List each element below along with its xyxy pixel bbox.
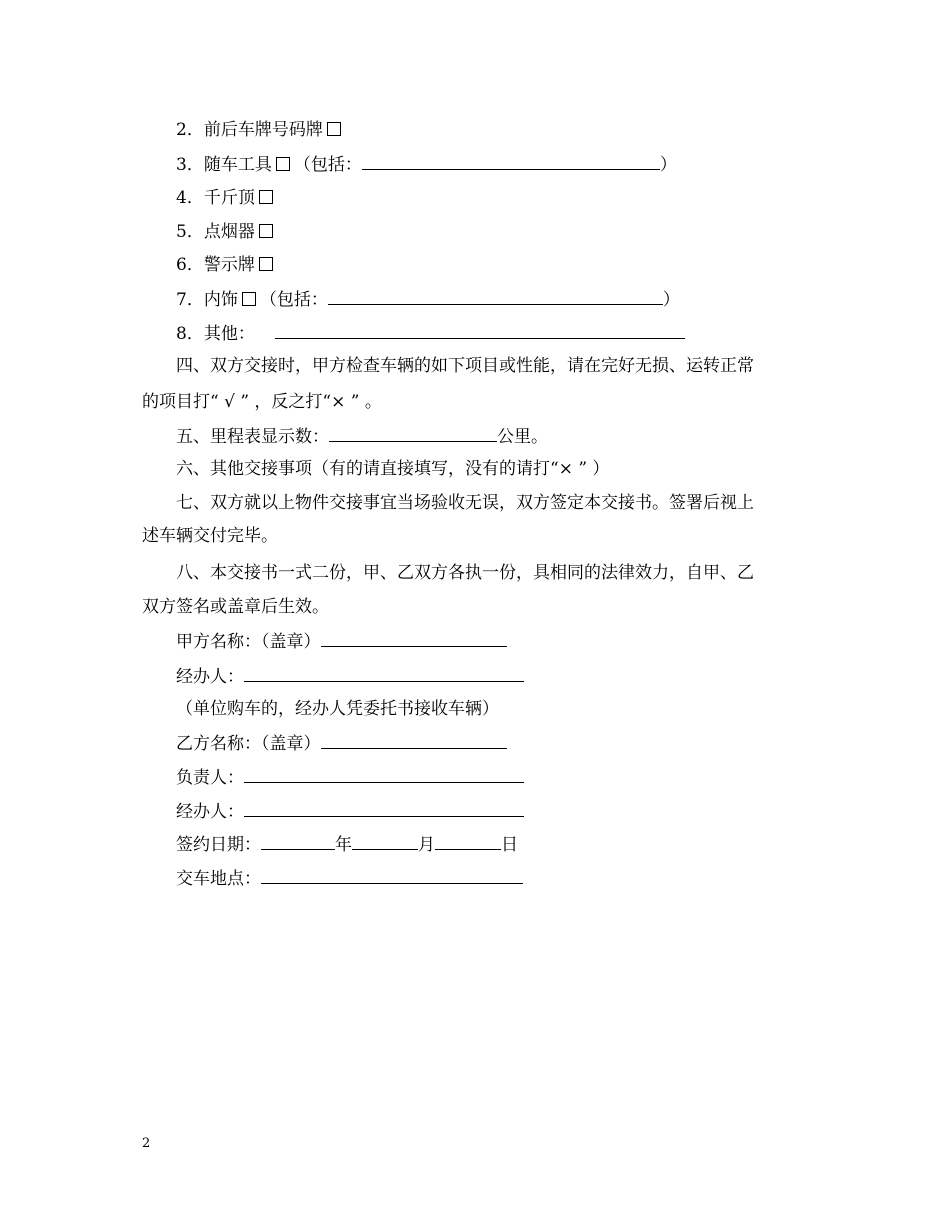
party-a-name — [0, 624, 950, 658]
party-b-blank[interactable] — [321, 726, 507, 749]
place-label: 交车地点： — [176, 869, 261, 889]
section-6 — [0, 452, 950, 486]
section-4-text: 四、双方交接时，甲方检查车辆的如下项目或性能，请在完好无损、运转正常 — [176, 356, 754, 376]
party-b-name — [0, 726, 950, 760]
company-purchase-note — [0, 692, 950, 726]
paren-close: ） — [662, 290, 680, 310]
item-warning-sign — [0, 248, 950, 282]
agent-a-blank[interactable] — [244, 659, 524, 682]
other-blank[interactable] — [275, 316, 685, 339]
section-5 — [0, 419, 950, 453]
party-a-label: 甲方名称：（盖章） — [176, 632, 321, 652]
item-interior — [0, 282, 950, 316]
date-label: 签约日期： — [176, 835, 261, 855]
section-8-line-1 — [0, 556, 950, 590]
checkbox[interactable] — [259, 190, 273, 204]
item-label: 5．点烟器 — [176, 222, 255, 242]
section-8-line-2 — [0, 590, 950, 624]
section-8-text: 双方签名或盖章后生效。 — [142, 597, 329, 617]
day-blank[interactable] — [435, 827, 501, 850]
checkbox[interactable] — [276, 157, 290, 171]
delivery-place — [0, 861, 950, 895]
signing-date — [0, 827, 950, 861]
odometer-blank[interactable] — [329, 419, 497, 442]
page-number: 2 — [142, 1136, 151, 1151]
item-label: 8．其他： — [176, 324, 255, 344]
party-b-person — [0, 760, 950, 794]
odometer-label: 五、里程表显示数： — [176, 427, 329, 447]
item-other — [0, 316, 950, 350]
month-blank[interactable] — [352, 827, 418, 850]
section-7-line-2 — [0, 519, 950, 553]
agent-b-label: 经办人： — [176, 802, 244, 822]
item-lighter — [0, 215, 950, 249]
section-7-line-1 — [0, 486, 950, 520]
item-label: 7．内饰 — [176, 290, 238, 310]
party-a-blank[interactable] — [321, 624, 507, 647]
item-label: 3．随车工具 — [176, 155, 272, 175]
party-b-label: 乙方名称：（盖章） — [176, 734, 321, 754]
section-7-text: 述车辆交付完毕。 — [142, 526, 278, 546]
interior-blank[interactable] — [328, 282, 663, 305]
section-4-line-2 — [0, 385, 950, 419]
odometer-unit: 公里。 — [497, 427, 548, 447]
section-6-text: 六、其他交接事项（有的请直接填写，没有的请打“× ” ） — [176, 459, 610, 479]
party-a-agent — [0, 659, 950, 693]
agent-b-blank[interactable] — [244, 794, 524, 817]
month-label: 月 — [418, 835, 435, 855]
place-blank[interactable] — [261, 861, 523, 884]
tools-blank[interactable] — [362, 147, 660, 170]
checkbox[interactable] — [259, 257, 273, 271]
section-8-text: 八、本交接书一式二份，甲、乙双方各执一份，具相同的法律效力，自甲、乙 — [176, 563, 754, 583]
section-4-text: 的项目打“ √ ” ，反之打“× ” 。 — [142, 392, 382, 412]
item-label: 2．前后车牌号码牌 — [176, 120, 323, 140]
person-b-blank[interactable] — [244, 760, 524, 783]
checkbox[interactable] — [327, 122, 341, 136]
checkbox[interactable] — [242, 292, 256, 306]
item-label: 4．千斤顶 — [176, 188, 255, 208]
party-b-agent — [0, 794, 950, 828]
year-label: 年 — [335, 835, 352, 855]
agent-a-label: 经办人： — [176, 667, 244, 687]
item-jack — [0, 181, 950, 215]
paren-open: （包括： — [293, 155, 362, 175]
item-license-plates — [0, 113, 950, 147]
note-text: （单位购车的，经办人凭委托书接收车辆） — [176, 699, 499, 719]
section-4-line-1 — [0, 349, 950, 383]
item-tools — [0, 147, 950, 181]
paren-close: ） — [659, 155, 677, 175]
paren-open: （包括： — [259, 290, 328, 310]
day-label: 日 — [501, 835, 518, 855]
item-label: 6．警示牌 — [176, 255, 255, 275]
section-7-text: 七、双方就以上物件交接事宜当场验收无误，双方签定本交接书。签署后视上 — [176, 493, 754, 513]
year-blank[interactable] — [261, 827, 335, 850]
checkbox[interactable] — [259, 224, 273, 238]
person-b-label: 负责人： — [176, 768, 244, 788]
